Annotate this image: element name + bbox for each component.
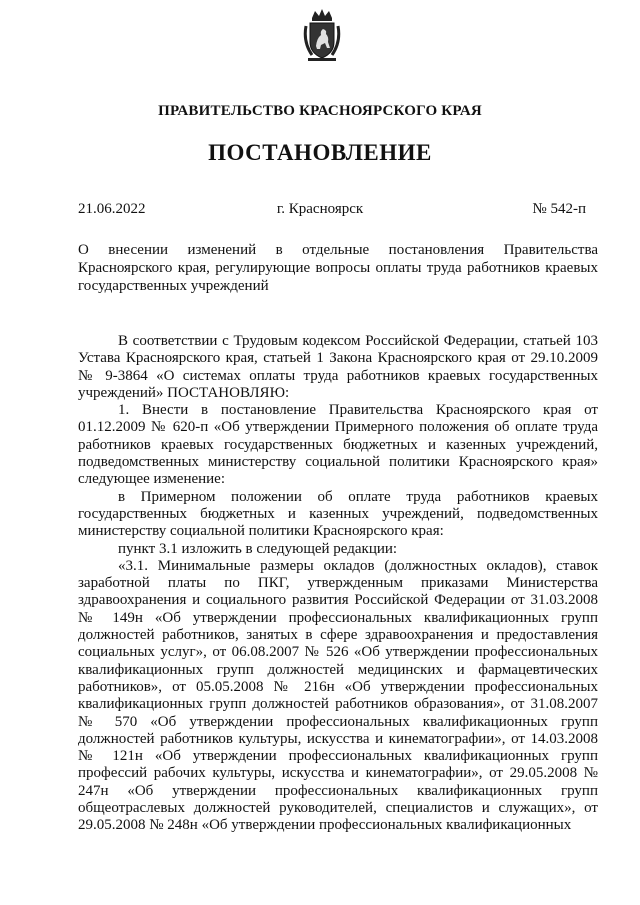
coat-of-arms-icon bbox=[302, 8, 342, 62]
document-city: г. Красноярск bbox=[276, 201, 364, 217]
document-body bbox=[78, 333, 598, 835]
document-type-title: ПОСТАНОВЛЕНИЕ bbox=[208, 140, 432, 165]
body-paragraph: пункт 3.1 изложить в следующей редакции: bbox=[118, 540, 398, 557]
body-paragraph: 1. Внести в постановление Правительства Красноярского края от 01.12.2009 № 620-п «Об утверждении Примерного положения об оплате труда работников краевых государственных бюджетных и казенных учреждений, подведомственных министерству социальной политики Красноярского края» следующее изменение: bbox=[78, 402, 598, 488]
body-paragraph: в Примерном положении об оплате труда работников краевых государственных бюджетных и казенных учреждений, подведомственных министерству социальной политики Красноярского края: bbox=[78, 488, 598, 540]
government-name: ПРАВИТЕЛЬСТВО КРАСНОЯРСКОГО КРАЯ bbox=[158, 103, 482, 119]
document-number: № 542-п bbox=[532, 201, 586, 217]
body-paragraph: «3.1. Минимальные размеры окладов (должностных окладов), ставок заработной платы по ПКГ, утвержденным приказами Министерства здравоохранения и социального развития Российской Федерации от 31.03.2008 № 149н «Об утверждении профессиональных квалификационных групп должностей работников, занятых в сфере здравоохранения и предоставления социальных услуг», от 06.08.2007 № 526 «Об утверждении профессиональных квалификационных групп должностей медицинских и фармацевтических работников», от 05.05.2008 № 216н «Об утверждении профессиональных квалификационных групп должностей работников образования», от 31.08.2007 № 570 «Об утверждении профессиональных квалификационных групп должностей работников культуры, искусства и кинематографии», от 14.03.2008 № 121н «Об утверждении профессиональных квалификационных групп профессий рабочих культуры, искусства и кинематографии», от 29.05.2008 № 247н «Об утверждении профессиональных квалификационных групп общеотраслевых должностей руководителей, специалистов и служащих», от 29.05.2008 № 248н «Об утверждении профессиональных квалификационных bbox=[78, 557, 598, 834]
document-date: 21.06.2022 bbox=[78, 201, 146, 217]
body-paragraph: В соответствии с Трудовым кодексом Российской Федерации, статьей 103 Устава Красноярского края, статьей 1 Закона Красноярского края от 29.10.2009 № 9-3864 «О системах оплаты труда работников краевых государственных учреждений» ПОСТАНОВЛЯЮ: bbox=[78, 333, 598, 401]
document-subject: О внесении изменений в отдельные постановления Правительства Красноярского края, регулирующие вопросы оплаты труда работников краевых государственных учреждений bbox=[78, 242, 598, 294]
